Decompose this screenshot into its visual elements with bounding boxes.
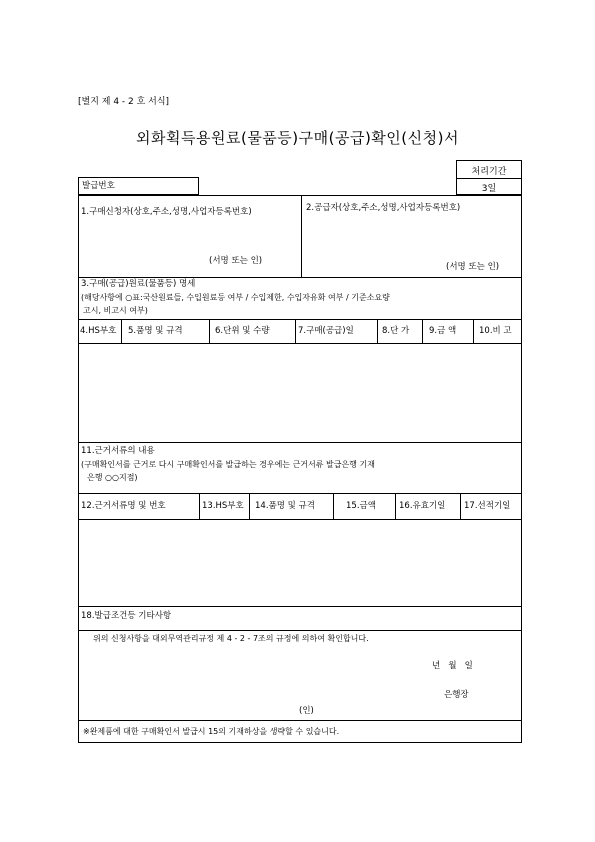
col-purchase-date: 7.구매(공급)일 <box>298 326 354 336</box>
supplier-sign: (서명 또는 인) <box>446 262 500 272</box>
basis-heading: 11.근거서류의 내용 <box>81 446 155 456</box>
col-basis-ship: 17.선적기일 <box>464 501 511 511</box>
applicant-sign: (서명 또는 인) <box>209 256 263 266</box>
col-item-spec: 5.품명 및 규격 <box>128 326 183 336</box>
col-remarks: 10.비 고 <box>479 326 512 336</box>
details-note-1: (해당사항에 ○표:국산원료들, 수입원료등 여부 / 수입제한, 수입자유화 여부 / 기준소요량 <box>81 293 390 302</box>
processing-period-box <box>456 160 522 195</box>
basis-note-1: (구매확인서를 근거로 다시 구매확인서를 발급하는 경우에는 근거서류 발급은행 기재 <box>81 460 375 469</box>
col-unit-qty: 6.단위 및 수량 <box>215 326 270 336</box>
page-title: 외화획득용원료(물품등)구매(공급)확인(신청)서 <box>136 129 459 147</box>
details-heading: 3.구매(공급)원료(물품등) 명세 <box>81 279 196 289</box>
confirmation-text: 위의 신청사항을 대외무역관리규정 제 4 - 2 - 7조의 규정에 의하여 확인합니다. <box>93 634 369 643</box>
supplier-label: 2.공급자(상호,주소,성명,사업자등록번호) <box>306 203 461 213</box>
col-basis-doc: 12.근거서류명 및 번호 <box>81 501 166 511</box>
col-amount: 9.금 액 <box>429 326 457 336</box>
col-hs-code: 4.HS부호 <box>80 326 117 336</box>
issue-number-label: 발급번호 <box>82 181 115 191</box>
col-unit-price: 8.단 가 <box>382 326 410 336</box>
processing-period-value: 3일 <box>481 184 497 194</box>
conditions-heading: 18.발급조건등 기타사항 <box>81 611 172 621</box>
basis-note-2: 은행 ○○지점) <box>87 473 138 482</box>
form-table <box>78 195 522 743</box>
issue-number-cell <box>78 177 199 195</box>
seal-label: (인) <box>299 706 314 716</box>
col-basis-hs: 13.HS부호 <box>202 501 244 511</box>
details-note-2: 고시, 비고시 여부) <box>83 306 148 315</box>
col-basis-item: 14.품명 및 규격 <box>255 501 315 511</box>
processing-period-label: 처리기간 <box>471 167 507 177</box>
applicant-label: 1.구매신청자(상호,주소,성명,사업자등록번호) <box>81 207 252 217</box>
bank-manager-label: 은행장 <box>444 690 469 700</box>
footnote: ※완제품에 대한 구매확인서 발급시 15의 기재하상을 생략할 수 있습니다. <box>83 727 340 736</box>
col-basis-valid: 16.유효기일 <box>399 501 446 511</box>
col-basis-amount: 15.금액 <box>346 501 376 511</box>
date-label: 년 월 일 <box>432 661 473 671</box>
form-code: [별지 제 4 - 2 호 서식] <box>78 97 170 107</box>
